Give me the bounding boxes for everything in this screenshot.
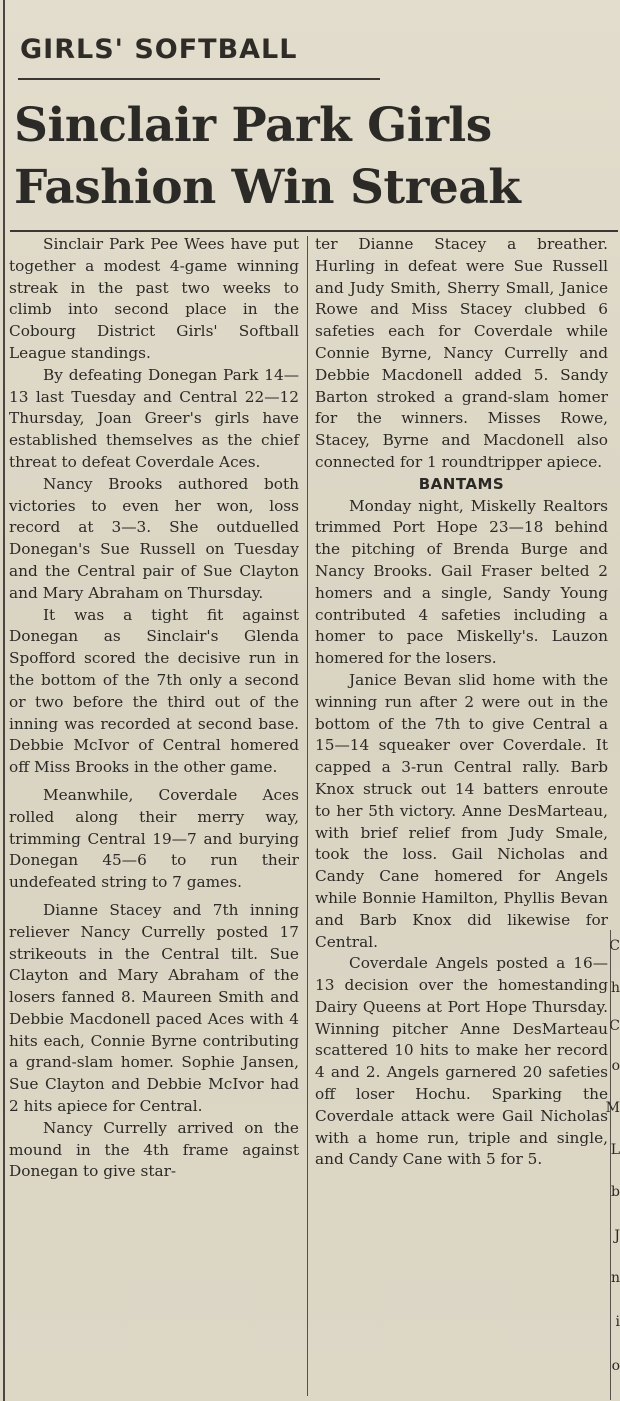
- edge-fragment: n: [610, 1270, 620, 1286]
- edge-fragment: L: [610, 1142, 620, 1158]
- article-paragraph: Nancy Brooks authored both victories to even her won, loss record at 3—3. She outduelled Donegan's Sue Russell on Tuesday and the Central pair of Sue Clayton and Mary Abraham on Thursday.: [9, 474, 299, 602]
- edge-fragment: J: [614, 1228, 620, 1244]
- article-paragraph: Dianne Stacey and 7th inning reliever Nancy Currelly posted 17 strikeouts in the Central tilt. Sue Clayton and Mary Abraham of the losers fanned 8. Maureen Smith and Debbie Macdonell paced Aces with 4 hits each, Connie Byrne contributing a grand-slam homer. Sophie Jansen, Sue Clayton and Debbie McIvor had 2 hits apiece for Central.: [9, 900, 299, 1116]
- article-column-left: [9, 234, 299, 1183]
- edge-fragment: o: [611, 1358, 620, 1374]
- headline-rule: [10, 230, 618, 232]
- headline-line-2: Fashion Win Streak: [14, 160, 521, 215]
- article-paragraph: Sinclair Park Pee Wees have put together a modest 4-game winning streak in the past two weeks to climb into second place in the Cobourg District Girls' Softball League standings.: [9, 235, 299, 362]
- edge-fragment: b: [611, 1184, 620, 1200]
- article-paragraph: Meanwhile, Coverdale Aces rolled along their merry way, trimming Central 19—7 and burying Donegan 45—6 to run their undefeated string to 7 games.: [9, 785, 299, 892]
- article-paragraph: Monday night, Miskelly Realtors trimmed Port Hope 23—18 behind the pitching of Brenda Burge and Nancy Brooks. Gail Fraser belted 2 homers and a single, Sandy Young contributed 4 safeties including a homer to pace Miskelly's. Lauzon homered for the losers.: [315, 496, 608, 668]
- edge-fragment: C: [609, 1018, 620, 1034]
- section-kicker: GIRLS' SOFTBALL: [20, 34, 298, 65]
- edge-fragment: o: [611, 1058, 620, 1074]
- edge-fragment: h: [610, 980, 620, 996]
- article-paragraph: Coverdale Angels posted a 16—13 decision over the homestanding Dairy Queens at Port Hope Thursday. Winning pitcher Anne DesMarteau scattered 10 hits to make her record 4 and 2. Angels garnered 20 safeties off loser Hochu. Sparking the Coverdale attack were Gail Nicholas with a home run, triple and single, and Candy Cane with 5 for 5.: [315, 954, 608, 1169]
- article-column-right: [315, 234, 608, 1171]
- article-paragraph: Janice Bevan slid home with the winning run after 2 were out in the bottom of the 7th to give Central a 15—14 squeaker over Coverdale. It capped a 3-run Central rally. Barb Knox struck out 14 batters enroute to her 5th victory. Anne DesMarteau, with brief relief from Judy Smale, took the loss. Gail Nicholas and Candy Cane homered for Angels while Bonnie Hamilton, Phyllis Bevan and Barb Knox did likewise for Central.: [315, 670, 608, 951]
- column-rule: [307, 236, 308, 1396]
- edge-fragment: M: [605, 1100, 620, 1116]
- headline: [14, 95, 614, 219]
- edge-fragment: i: [615, 1314, 620, 1330]
- adjacent-column-rule: [610, 930, 611, 1400]
- edge-fragment: C: [609, 938, 620, 954]
- adjacent-column-fragment: [605, 930, 620, 1400]
- article-paragraph: It was a tight fit against Donegan as Sinclair's Glenda Spofford scored the decisive run in the bottom of the 7th only a second or two before the third out of the inning was recorded at second base. Debbie McIvor of Central homered off Miss Brooks in the other game.: [9, 605, 299, 777]
- article-paragraph: By defeating Donegan Park 14—13 last Tuesday and Central 22—12 Thursday, Joan Greer's girls have established themselves as the chief threat to defeat Coverdale Aces.: [9, 365, 299, 471]
- subhead-bantams: BANTAMS: [418, 474, 505, 493]
- article-paragraph: Nancy Currelly arrived on the mound in the 4th frame against Donegan to give star-: [9, 1118, 299, 1181]
- headline-line-1: Sinclair Park Girls: [14, 98, 492, 153]
- kicker-rule: [18, 78, 380, 80]
- article-continuation: ter Dianne Stacey a breather. Hurling in defeat were Sue Russell and Judy Smith, Sherry Small, Janice Rowe and Miss Stacey clubbed 6 safeties each for Coverdale while Connie Byrne, Nancy Currelly and Debbie Macdonell added 5. Sandy Barton stroked a grand-slam homer for the winners. Misses Rowe, Stacey, Byrne and Macdonell also connected for 1 roundtripper apiece.: [315, 235, 608, 471]
- page-border-rule: [3, 0, 5, 1401]
